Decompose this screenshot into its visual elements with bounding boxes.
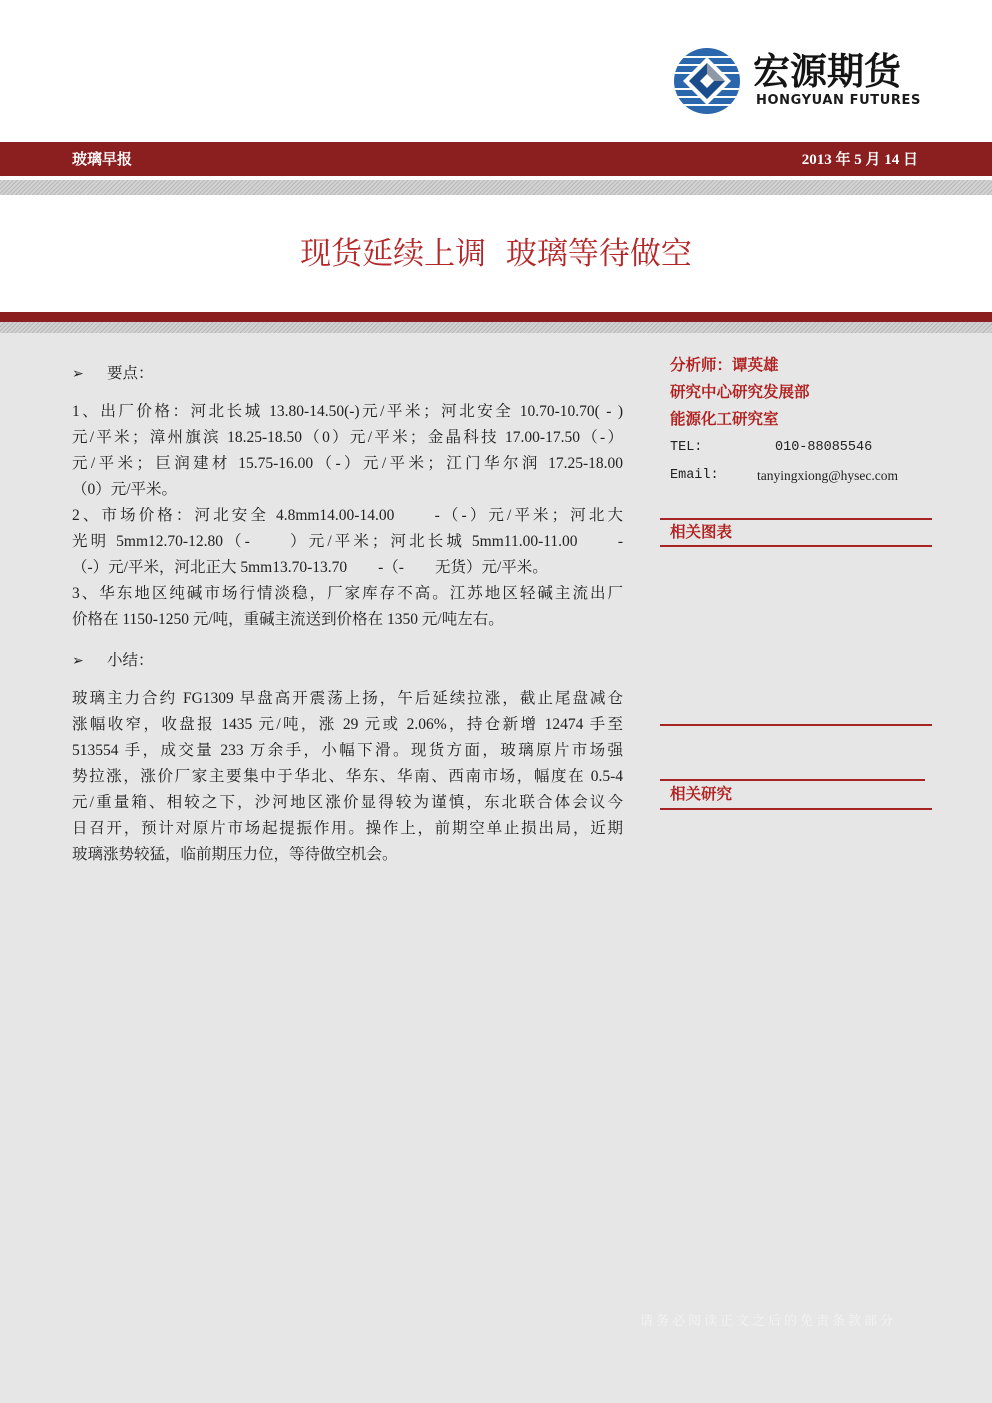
summary-line: 日召开，预计对原片市场起提振作用。操作上，前期空单止损出局，近期	[72, 820, 623, 837]
page-title: 现货延续上调 玻璃等待做空	[300, 236, 692, 272]
section-divider	[660, 518, 932, 520]
logo-wordmark-en: HONGYUAN FUTURES	[756, 93, 921, 108]
summary-line: 涨幅收窄，收盘报 1435 元/吨，涨 29 元或 2.06%，持仓新增 12474 手至	[72, 716, 623, 733]
summary-body	[72, 686, 623, 868]
summary-line: 玻璃主力合约 FG1309 早盘高开震荡上扬，午后延续拉涨，截止尾盘减仓	[72, 690, 623, 707]
key-point-line: 元/平米；漳州旗滨 18.25-18.50（0）元/平米；金晶科技 17.00-17.50（-）	[72, 429, 623, 446]
summary-line: 513554 手，成交量 233 万余手，小幅下滑。现货方面，玻璃原片市场强	[72, 742, 623, 759]
summary-line: 玻璃涨势较猛，临前期压力位，等待做空机会。	[72, 846, 398, 863]
bullet-arrow-icon: ➢	[72, 653, 84, 669]
tel-number: 010-88085546	[775, 440, 873, 455]
logo-wordmark-cn: 宏源期货	[753, 50, 901, 93]
email-address: tanyingxiong@hysec.com	[757, 468, 899, 483]
bullet-arrow-icon: ➢	[72, 366, 84, 382]
related-research-heading: 相关研究	[670, 786, 733, 803]
key-point-line: 1、出厂价格：河北长城 13.80-14.50(-)元/平米；河北安全 10.70-10.70( - )	[72, 403, 623, 420]
key-point-line: （-）元/平米，河北正大 5mm13.70-13.70 -（- 无货）元/平米。	[72, 559, 548, 576]
key-point-line: 3、华东地区纯碱市场行情淡稳，厂家库存不高。江苏地区轻碱主流出厂	[72, 585, 623, 602]
key-point-line: 2、市场价格：河北安全 4.8mm14.00-14.00 -（-）元/平米；河北大	[72, 507, 623, 524]
section-divider	[660, 779, 925, 781]
key-point-line: （0）元/平米。	[72, 481, 178, 498]
email-label: Email:	[670, 468, 719, 483]
summary-title: 小结：	[107, 652, 154, 669]
summary-line: 元/重量箱、相较之下，沙河地区涨价显得较为谨慎，东北联合体会议今	[72, 794, 623, 811]
analyst-name: 分析师：谭英雄	[670, 357, 779, 374]
key-point-line: 光明 5mm12.70-12.80（- ）元/平米；河北长城 5mm11.00-11.00 -	[72, 533, 623, 550]
key-points-heading	[72, 361, 623, 387]
report-date: 2013 年 5 月 14 日	[801, 152, 918, 168]
title-stripe	[0, 322, 992, 333]
department: 研究中心研究发展部	[670, 384, 810, 401]
section-divider	[660, 545, 932, 547]
key-point-line: 价格在 1150-1250 元/吨，重碱主流送到价格在 1350 元/吨左右。	[72, 611, 504, 628]
key-point-line: 元/平米；巨润建材 15.75-16.00（-）元/平米；江门华尔润 17.25-18.00	[72, 455, 623, 472]
research-office: 能源化工研究室	[670, 411, 779, 428]
header-stripe	[0, 180, 992, 195]
section-divider	[660, 724, 932, 726]
key-points-body	[72, 399, 623, 633]
summary-heading	[72, 648, 623, 674]
section-divider	[660, 808, 932, 810]
related-charts-heading: 相关图表	[670, 524, 733, 541]
hongyuan-logo-icon	[671, 45, 743, 117]
title-rule	[0, 312, 992, 322]
summary-line: 势拉涨，涨价厂家主要集中于华北、华东、华南、西南市场，幅度在 0.5-4	[72, 768, 623, 785]
tel-label: TEL:	[670, 440, 703, 455]
disclaimer-note: 请务必阅读正文之后的免责条款部分	[640, 1313, 897, 1328]
key-points-title: 要点：	[107, 365, 154, 382]
report-type: 玻璃早报	[72, 152, 133, 168]
tel-row	[670, 434, 932, 462]
email-row	[670, 462, 932, 490]
